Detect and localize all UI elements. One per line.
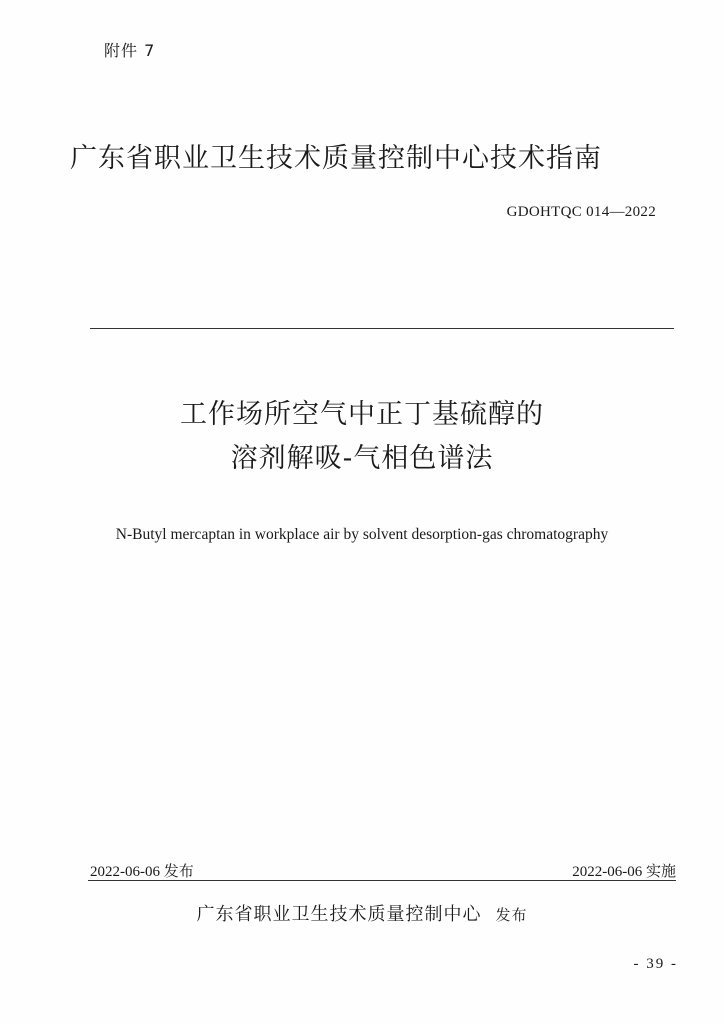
top-divider — [90, 328, 674, 329]
bottom-divider — [88, 880, 676, 881]
english-title: N-Butyl mercaptan in workplace air by solvent desorption-gas chromatography — [115, 526, 609, 543]
page-number: - 39 - — [633, 956, 678, 972]
attachment-label: 附件 7 — [104, 41, 156, 60]
document-title — [0, 393, 724, 481]
implemented-date: 2022-06-06 实施 — [572, 864, 676, 880]
issued-date: 2022-06-06 发布 — [90, 864, 194, 880]
date-row — [90, 860, 676, 880]
standard-number: GDOHTQC 014—2022 — [506, 204, 656, 220]
document-title-line-1: 工作场所空气中正丁基硫醇的 — [180, 399, 544, 430]
footer-issuer-name: 广东省职业卫生技术质量控制中心 — [196, 904, 482, 925]
issuer-footer — [0, 900, 724, 926]
document-title-line-2: 溶剂解吸-气相色谱法 — [230, 443, 494, 474]
issuer-title: 广东省职业卫生技术质量控制中心技术指南 — [70, 143, 602, 174]
footer-publish-label: 发布 — [495, 906, 528, 924]
